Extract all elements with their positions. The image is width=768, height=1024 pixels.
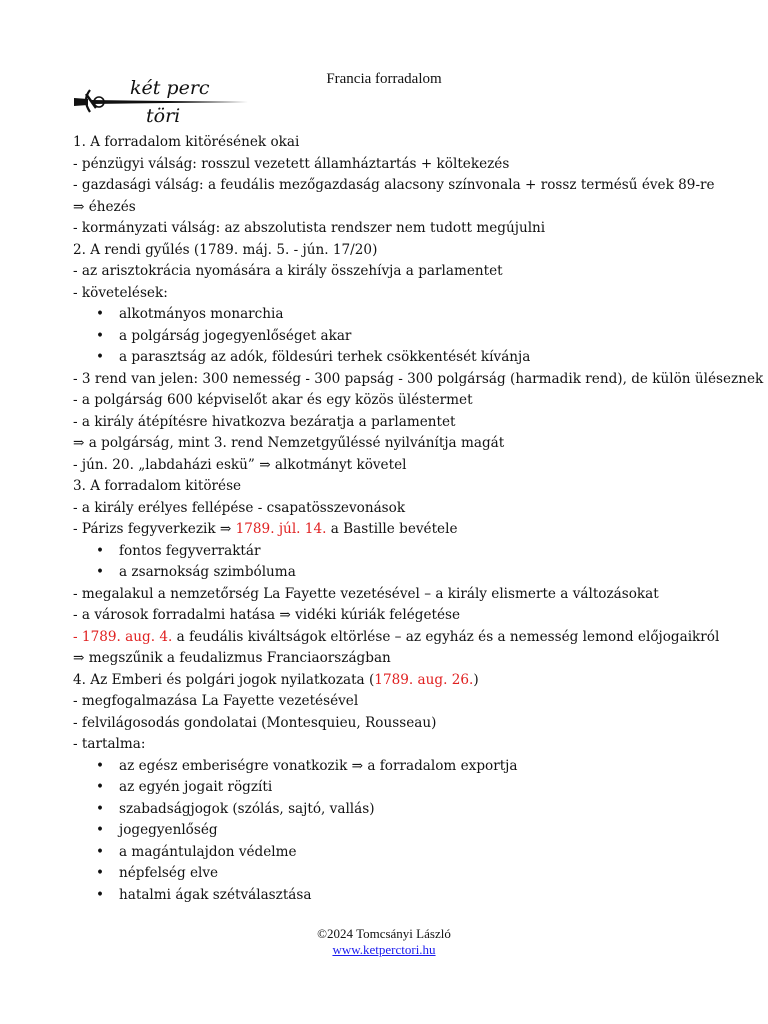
text-line: - tartalma: [73, 736, 146, 752]
list-item [73, 799, 733, 821]
highlighted-date: - 1789. aug. 4. [73, 628, 173, 645]
list-item-text: népfelség elve [119, 865, 219, 881]
bullet-icon: • [96, 822, 105, 838]
text-line: - megfogalmazása La Fayette vezetésével [73, 693, 359, 709]
bullet-icon: • [96, 542, 105, 559]
bullet-icon: • [96, 779, 105, 795]
list-item [73, 842, 733, 864]
highlighted-date: 1789. aug. 26. [374, 671, 474, 688]
list-item [73, 304, 733, 326]
logo-text-bottom: töri [146, 105, 181, 126]
list-item-text: alkotmányos monarchia [119, 306, 284, 322]
text-line: - gazdasági válság: a feudális mezőgazdaság alacsony színvonala + rossz termésű évek 89-re [73, 177, 715, 193]
list-item [73, 326, 733, 348]
text-line: - a király erélyes fellépése - csapatösszevonások [73, 499, 406, 516]
text-line: ⇒ a polgárság, mint 3. rend Nemzetgyűléssé nyilvánítja magát [73, 435, 505, 451]
text-line [73, 519, 733, 541]
text-span: ) [473, 671, 479, 688]
copyright-text: ©2024 Tomcsányi László [317, 926, 451, 941]
logo-text-top: két perc [130, 77, 210, 99]
text-line: - kormányzati válság: az abszolutista rendszer nem tudott megújulni [73, 220, 546, 236]
list-item-text: fontos fegyverraktár [119, 542, 261, 559]
list-item [73, 863, 733, 885]
text-span: 4. Az Emberi és polgári jogok nyilatkozata ( [73, 671, 375, 688]
list-item [73, 885, 733, 907]
page-title: Francia forradalom [326, 71, 442, 87]
section-heading: 3. A forradalom kitörése [73, 478, 242, 494]
text-line: - megalakul a nemzetőrség La Fayette vezetésével – a király elismerte a változásokat [73, 585, 659, 602]
list-item-text: az egyén jogait rögzíti [119, 779, 273, 795]
bullet-icon: • [96, 757, 105, 774]
list-item-text: szabadságjogok (szólás, sajtó, vallás) [119, 800, 375, 817]
text-line: - a király átépítésre hivatkozva bezáratja a parlamentet [73, 413, 456, 430]
text-line: - jún. 20. „labdaházi eskü” ⇒ alkotmányt követel [73, 456, 407, 473]
text-line: - követelések: [73, 284, 168, 301]
list-item-text: jogegyenlőség [119, 822, 218, 838]
document-body [73, 132, 764, 906]
list-item [73, 777, 733, 799]
text-line: - pénzügyi válság: rosszul vezetett államháztartás + költekezés [73, 155, 510, 172]
text-line [73, 627, 733, 649]
text-span: a Bastille bevétele [326, 521, 458, 537]
bullet-icon: • [96, 564, 105, 580]
footer [0, 926, 768, 958]
text-line: - felvilágosodás gondolatai (Montesquieu, Rousseau) [73, 714, 437, 731]
list-item-text: a parasztság az adók, földesúri terhek csökkentését kívánja [119, 349, 531, 365]
section-heading [73, 670, 733, 692]
list-item [73, 562, 733, 584]
list-item-text: az egész emberiségre vonatkozik ⇒ a forradalom exportja [119, 757, 518, 774]
list-item [73, 820, 733, 842]
text-span: - Párizs fegyverkezik ⇒ [73, 521, 236, 537]
text-line: ⇒ megszűnik a feudalizmus Franciaországban [73, 650, 391, 666]
list-item [73, 541, 733, 563]
highlighted-date: 1789. júl. 14. [235, 521, 327, 537]
bullet-icon: • [96, 327, 105, 344]
list-item-text: a magántulajdon védelme [119, 843, 297, 860]
bullet-icon: • [96, 886, 105, 903]
list-item-text: a zsarnokság szimbóluma [119, 564, 296, 580]
list-item-text: hatalmi ágak szétválasztása [119, 886, 312, 903]
bullet-icon: • [96, 800, 105, 817]
text-span: a feudális kiváltságok eltörlése – az egyház és a nemesség lemond előjogaikról [172, 628, 720, 645]
text-line: - az arisztokrácia nyomására a király összehívja a parlamentet [73, 263, 503, 279]
text-line: - a polgárság 600 képviselőt akar és egy közös üléstermet [73, 392, 473, 408]
bullet-icon: • [96, 306, 105, 322]
list-item [73, 347, 733, 369]
bullet-icon: • [96, 349, 105, 365]
text-line: - 3 rend van jelen: 300 nemesség - 300 papság - 300 polgárság (harmadik rend), de külön üléseznek [73, 370, 764, 387]
text-line: - a városok forradalmi hatása ⇒ vidéki kúriák felégetése [73, 607, 461, 623]
website-link[interactable]: www.ketperctori.hu [332, 942, 436, 957]
section-heading: 2. A rendi gyűlés (1789. máj. 5. - jún. 17/20) [73, 241, 378, 258]
section-heading: 1. A forradalom kitörésének okai [73, 134, 300, 150]
text-line: ⇒ éhezés [73, 198, 136, 215]
bullet-icon: • [96, 843, 105, 860]
list-item-text: a polgárság jogegyenlőséget akar [119, 327, 352, 344]
list-item [73, 756, 733, 778]
bullet-icon: • [96, 865, 105, 881]
